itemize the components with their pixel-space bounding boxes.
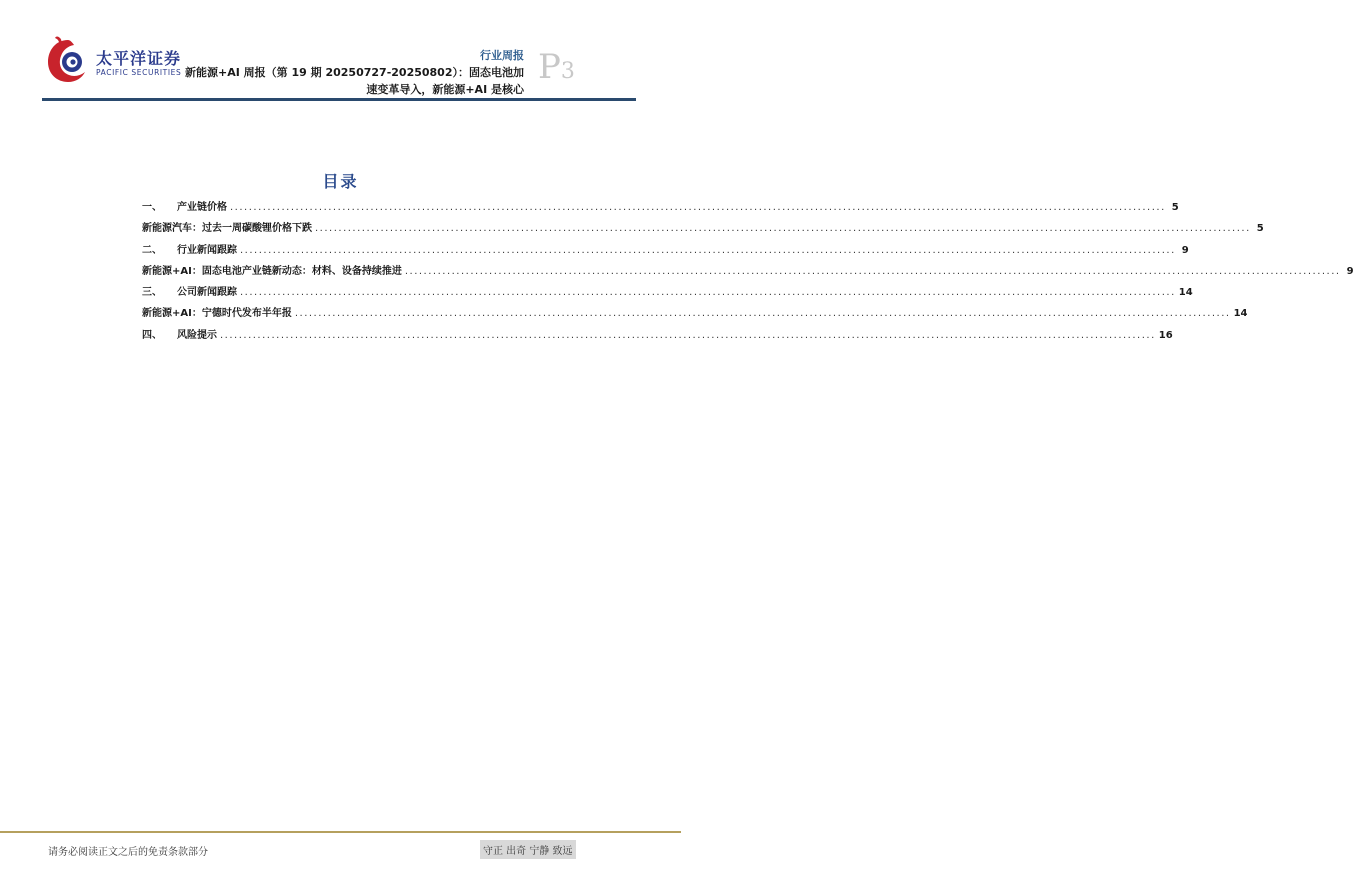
toc-entry-text: 新能源+AI：固态电池产业链新动态：材料、设备持续推进 — [142, 265, 402, 277]
toc-title: 目录 — [322, 172, 359, 191]
toc-entry-page: 16 — [1158, 329, 1173, 341]
toc-entry-text: 公司新闻跟踪 — [177, 287, 237, 299]
toc-leader-dots: ........................................................................................................................................................................................................ — [240, 244, 1176, 256]
report-title: 新能源+AI 周报（第 19 期 20250727-20250802）：固态电池加速变革导入，新能源+AI 是核心 — [185, 66, 524, 96]
toc-entry-page: 14 — [1178, 287, 1193, 299]
toc-entry[interactable] — [142, 262, 1354, 283]
toc-entry-number: 三、 — [142, 287, 162, 299]
company-logo — [46, 36, 186, 86]
page-header — [0, 0, 681, 104]
toc-leader-dots: ........................................................................................................................................................................................................ — [230, 202, 1166, 213]
toc-leader-dots: ........................................................................................................................................................................................................ — [240, 287, 1176, 299]
toc-entry[interactable] — [142, 326, 1173, 347]
toc-entry[interactable] — [142, 241, 1189, 262]
footer-divider — [0, 831, 681, 833]
toc-entry-number: 一、 — [142, 202, 162, 213]
pacific-securities-logo-icon — [46, 36, 90, 86]
toc-entry-page: 9 — [1181, 244, 1189, 256]
toc-entry[interactable] — [142, 283, 1193, 304]
page-label: P — [538, 47, 561, 87]
footer-disclaimer: 请务必阅读正文之后的免责条款部分 — [48, 847, 208, 858]
page-number-marker — [538, 47, 575, 89]
toc-leader-dots: ........................................................................................................................................................................................................ — [315, 223, 1251, 235]
toc-leader-dots: ........................................................................................................................................................................................................ — [404, 265, 1341, 277]
toc-entry[interactable] — [142, 219, 1264, 240]
toc-leader-dots: ........................................................................................................................................................................................................ — [220, 329, 1156, 341]
toc-entry-text: 行业新闻跟踪 — [177, 244, 237, 256]
toc-entry-text: 产业链价格 — [177, 202, 227, 213]
toc-entry[interactable] — [142, 198, 1179, 219]
toc-entry-page: 5 — [1256, 223, 1264, 235]
company-name-en: PACIFIC SECURITIES — [96, 68, 182, 77]
footer-motto: 守正 出奇 宁静 致远 — [480, 840, 576, 859]
toc-entry-text: 风险提示 — [177, 329, 217, 341]
toc-entry-text: 新能源+AI：宁德时代发布半年报 — [142, 308, 292, 320]
toc-entry-page: 9 — [1346, 265, 1354, 277]
report-type: 行业周报 — [480, 49, 524, 62]
company-name-cn: 太平洋证券 — [96, 49, 182, 68]
toc-entry-number: 二、 — [142, 244, 162, 256]
page-number: 3 — [560, 59, 575, 84]
header-divider — [42, 98, 636, 101]
table-of-contents — [142, 198, 1354, 347]
toc-entry-page: 5 — [1171, 202, 1179, 213]
toc-entry-text: 新能源汽车：过去一周碳酸锂价格下跌 — [142, 223, 312, 235]
toc-entry-page: 14 — [1233, 308, 1248, 320]
toc-leader-dots: ........................................................................................................................................................................................................ — [294, 308, 1231, 320]
toc-entry[interactable] — [142, 304, 1248, 325]
toc-entry-number: 四、 — [142, 329, 162, 341]
